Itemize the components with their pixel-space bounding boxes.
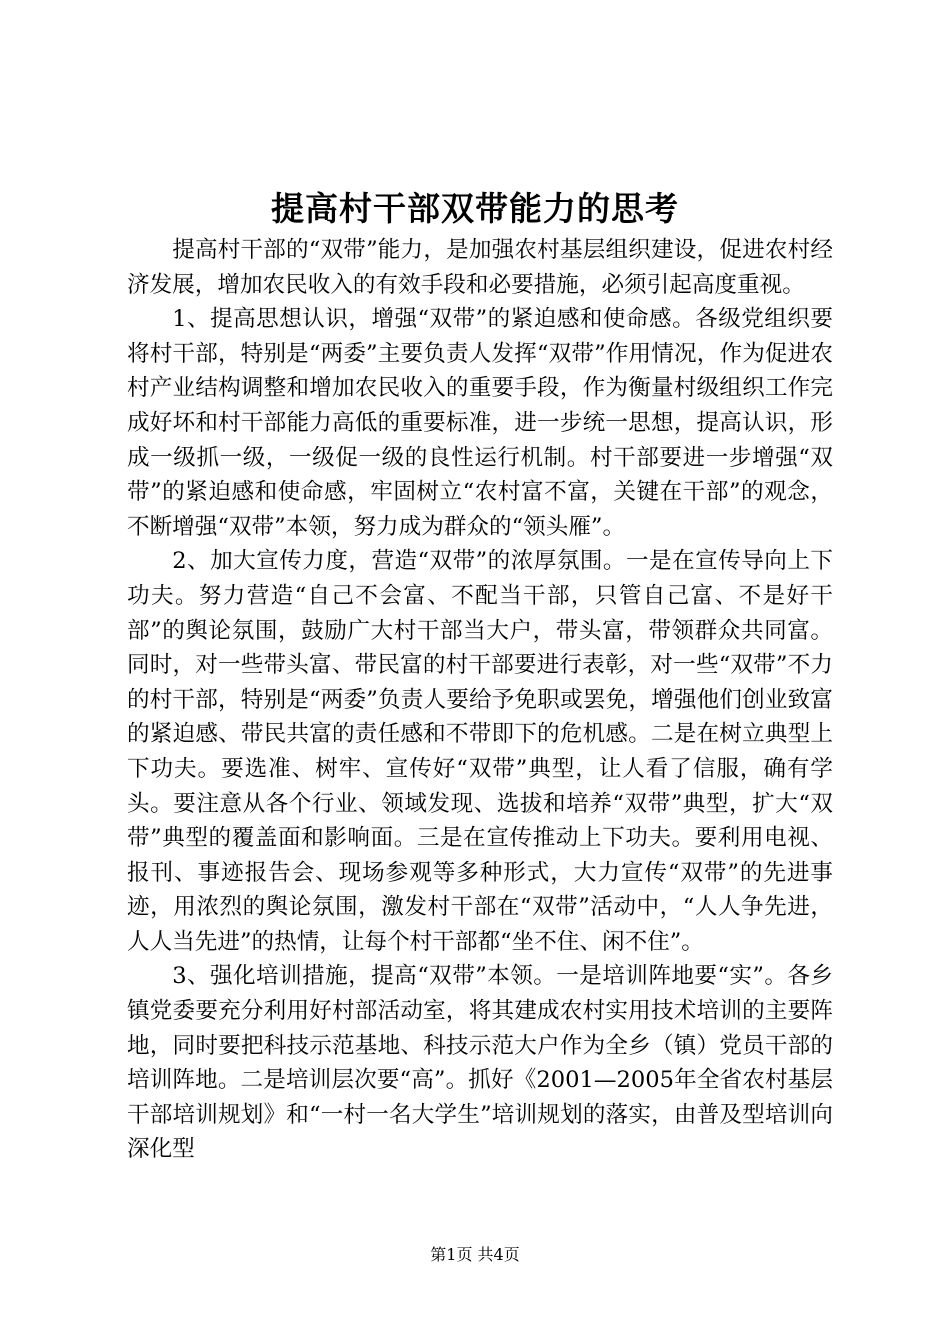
paragraph-point-1: 1、提高思想认识，增强“双带”的紧迫感和使命感。各级党组织要将村干部，特别是“两委”主要负责人发挥“双带”作用情况，作为促进农村产业结构调整和增加农民收入的重要手段，作为衡量村级组织工作完成好坏和村干部能力高低的重要标准，进一步统一思想，提高认识，形成一级抓一级，一级促一级的良性运行机制。村干部要进一步增强“双带”的紧迫感和使命感，牢固树立“农村富不富，关键在干部”的观念，不断增强“双带”本领，努力成为群众的“领头雁”。 xyxy=(127,306,833,540)
paragraph-point-2: 2、加大宣传力度，营造“双带”的浓厚氛围。一是在宣传导向上下功夫。努力营造“自己不会富、不配当干部，只管自己富、不是好干部”的舆论氛围，鼓励广大村干部当大户，带头富，带领群众共同富。同时，对一些带头富、带民富的村干部要进行表彰，对一些“双带”不力的村干部，特别是“两委”负责人要给予免职或罢免，增强他们创业致富的紧迫感、带民共富的责任感和不带即下的危机感。二是在树立典型上下功夫。要选准、树牢、宣传好“双带”典型，让人看了信服，确有学头。要注意从各个行业、领域发现、选拔和培养“双带”典型，扩大“双带”典型的覆盖面和影响面。三是在宣传推动上下功夫。要利用电视、报刊、事迹报告会、现场参观等多种形式，大力宣传“双带”的先进事迹，用浓烈的舆论氛围，激发村干部在“双带”活动中，“人人争先进，人人当先进”的热情，让每个村干部都“坐不住、闲不住”。 xyxy=(127,548,833,955)
paragraph-point-3: 3、强化培训措施，提高“双带”本领。一是培训阵地要“实”。各乡镇党委要充分利用好村部活动室，将其建成农村实用技术培训的主要阵地，同时要把科技示范基地、科技示范大户作为全乡（镇）党员干部的培训阵地。二是培训层次要“高”。抓好《2001—2005年全省农村基层干部培训规划》和“一村一名大学生”培训规划的落实，由普及型培训向深化型 xyxy=(127,963,833,1163)
page-number-footer: 第1页 共4页 xyxy=(430,1245,520,1264)
paragraph-intro: 提高村干部的“双带”能力，是加强农村基层组织建设，促进农村经济发展，增加农民收入的有效手段和必要措施，必须引起高度重视。 xyxy=(127,237,833,298)
document-body xyxy=(127,233,833,1167)
document-title: 提高村干部双带能力的思考 xyxy=(271,189,679,228)
